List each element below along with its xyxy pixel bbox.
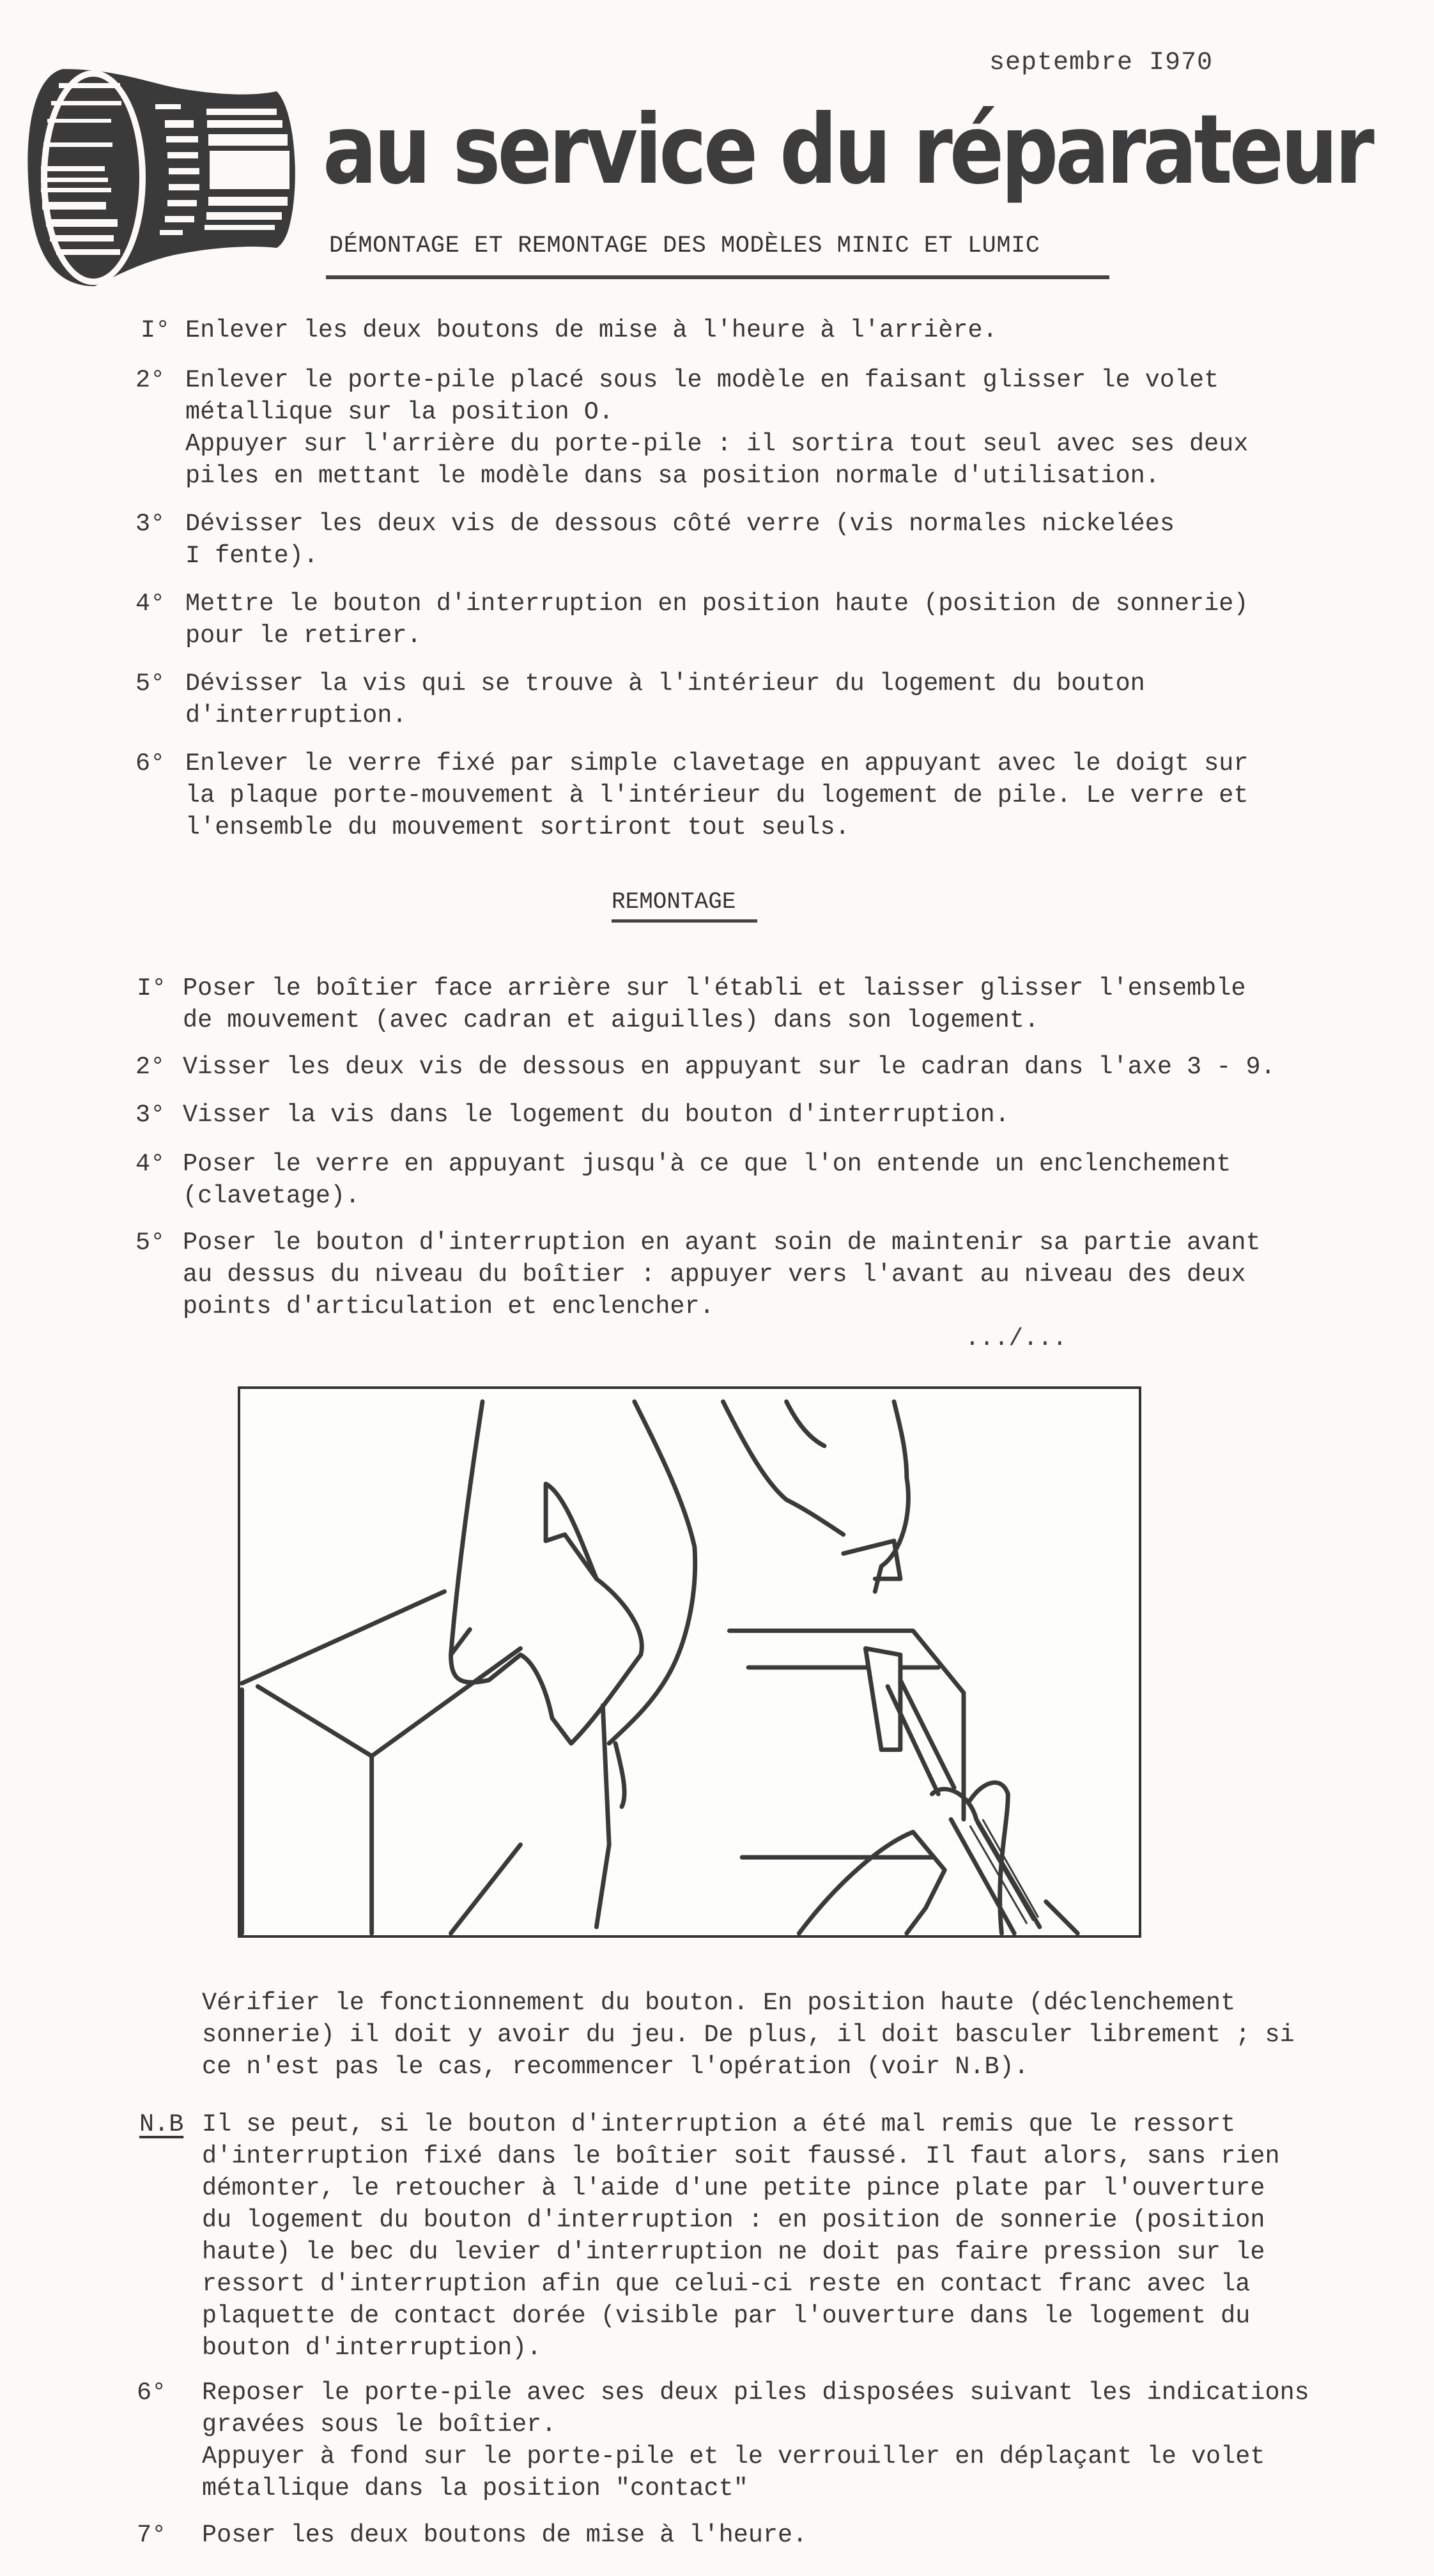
list-item-line: la plaque porte-mouvement à l'intérieur du logement de pile. Le verre et (185, 781, 1249, 809)
paragraph-line: Vérifier le fonctionnement du bouton. En position haute (déclenchement (202, 1989, 1236, 2017)
list-item (202, 2377, 1309, 2504)
list-item (202, 2519, 807, 2551)
list-item-line: Poser les deux boutons de mise à l'heure. (202, 2521, 808, 2549)
section-title-remontage: REMONTAGE (612, 889, 736, 915)
list-item-line: métallique dans la position "contact" (202, 2474, 748, 2503)
list-item-line: I fente). (185, 542, 318, 570)
list-item (185, 747, 1248, 843)
section-underline (612, 919, 757, 923)
continuation-mark: .../... (965, 1325, 1067, 1353)
list-item-line: Enlever le porte-pile placé sous le modèle en faisant glisser le volet (185, 366, 1219, 394)
paragraph-line: du logement du bouton d'interruption : en position de sonnerie (position (202, 2206, 1265, 2234)
item-number: I° (137, 974, 167, 1002)
item-number: I° (141, 316, 171, 344)
list-item (183, 1099, 1010, 1131)
list-item-line: Mettre le bouton d'interruption en position haute (position de sonnerie) (185, 590, 1249, 618)
hands-box-screwdriver-illustration (240, 1389, 1139, 1935)
list-item-line: Appuyer sur l'arrière du porte-pile : il sortira tout seul avec ses deux (185, 430, 1249, 458)
list-item-line: Appuyer à fond sur le porte-pile et le verrouiller en déplaçant le volet (202, 2442, 1265, 2471)
paragraph-line: sonnerie) il doit y avoir du jeu. De plus, il doit basculer librement ; si (202, 2021, 1295, 2049)
item-number: 3° (135, 510, 166, 538)
item-number: 2° (135, 1053, 166, 1081)
list-item (185, 364, 1248, 492)
paragraph-line: Il se peut, si le bouton d'interruption a été mal remis que le ressort (202, 2110, 1236, 2138)
paragraph-line: démonter, le retoucher à l'aide d'une petite pince plate par l'ouverture (202, 2174, 1265, 2202)
list-item-line: Enlever les deux boutons de mise à l'heure à l'arrière. (185, 316, 998, 344)
list-item-line: piles en mettant le modèle dans sa position normale d'utilisation. (185, 462, 1160, 490)
list-item-line: pour le retirer. (185, 622, 422, 650)
paragraph-line: ressort d'interruption afin que celui-ci reste en contact franc avec la (202, 2270, 1251, 2298)
item-number: 5° (135, 670, 166, 698)
item-number: 2° (135, 366, 166, 394)
paragraph-line: plaquette de contact dorée (visible par l'ouverture dans le logement du (202, 2302, 1251, 2330)
list-item (183, 1148, 1231, 1212)
list-item (183, 972, 1245, 1036)
item-number: 7° (137, 2521, 167, 2549)
document-title: DÉMONTAGE ET REMONTAGE DES MODÈLES MINIC ET LUMIC (329, 233, 1040, 259)
list-item-line: Dévisser la vis qui se trouve à l'intérieur du logement du bouton (185, 670, 1145, 698)
list-item-line: Enlever le verre fixé par simple clavetage en appuyant avec le doigt sur (185, 749, 1249, 778)
item-number: 3° (135, 1101, 166, 1129)
list-item-line: Reposer le porte-pile avec ses deux piles disposées suivant les indications (202, 2379, 1309, 2407)
paragraph-line: ce n'est pas le cas, recommencer l'opération (voir N.B). (202, 2053, 1029, 2081)
verify-paragraph (202, 1987, 1295, 2083)
list-item-line: de mouvement (avec cadran et aiguilles) dans son logement. (183, 1006, 1040, 1034)
brand-title: au service du réparateur (323, 95, 1371, 206)
list-item (185, 588, 1248, 652)
list-item-line: Visser la vis dans le logement du bouton d'interruption. (183, 1101, 1010, 1129)
item-number: 4° (135, 1150, 166, 1178)
list-item-line: Poser le verre en appuyant jusqu'à ce que l'on entende un enclenchement (183, 1150, 1231, 1178)
list-item-line: métallique sur la position O. (185, 398, 614, 426)
nb-label: N.B (139, 2110, 184, 2138)
list-item-line: gravées sous le boîtier. (202, 2411, 557, 2439)
item-number: 6° (135, 749, 166, 778)
paragraph-line: haute) le bec du levier d'interruption ne doit pas faire pression sur le (202, 2238, 1265, 2266)
list-item (185, 314, 998, 346)
item-number: 6° (137, 2379, 167, 2407)
list-item (185, 508, 1175, 572)
list-item-line: Visser les deux vis de dessous en appuyant sur le cadran dans l'axe 3 - 9. (183, 1053, 1276, 1081)
list-item (185, 668, 1145, 732)
list-item-line: Dévisser les deux vis de dessous côté verre (vis normales nickelées (185, 510, 1175, 538)
item-number: 5° (135, 1229, 166, 1257)
title-underline (326, 275, 1109, 279)
nb-paragraph (202, 2108, 1280, 2364)
list-item-line: l'ensemble du mouvement sortiront tout seuls. (185, 813, 850, 841)
list-item-line: d'interruption. (185, 702, 407, 730)
paragraph-line: d'interruption fixé dans le boîtier soit faussé. Il faut alors, sans rien (202, 2142, 1280, 2170)
list-item-line: (clavetage). (183, 1182, 360, 1210)
list-item-line: Poser le boîtier face arrière sur l'établi et laisser glisser l'ensemble (183, 974, 1246, 1002)
illustration-figure (238, 1386, 1141, 1938)
list-item-line: au dessus du niveau du boîtier : appuyer vers l'avant au niveau des deux (183, 1261, 1246, 1289)
list-item (183, 1051, 1276, 1083)
list-item-line: points d'articulation et enclencher. (183, 1292, 714, 1321)
paragraph-line: bouton d'interruption). (202, 2334, 542, 2362)
knob-logo-icon (18, 56, 299, 299)
list-item (183, 1227, 1261, 1322)
list-item-line: Poser le bouton d'interruption en ayant soin de maintenir sa partie avant (183, 1229, 1261, 1257)
item-number: 4° (135, 590, 166, 618)
document-date: septembre I970 (989, 49, 1214, 77)
